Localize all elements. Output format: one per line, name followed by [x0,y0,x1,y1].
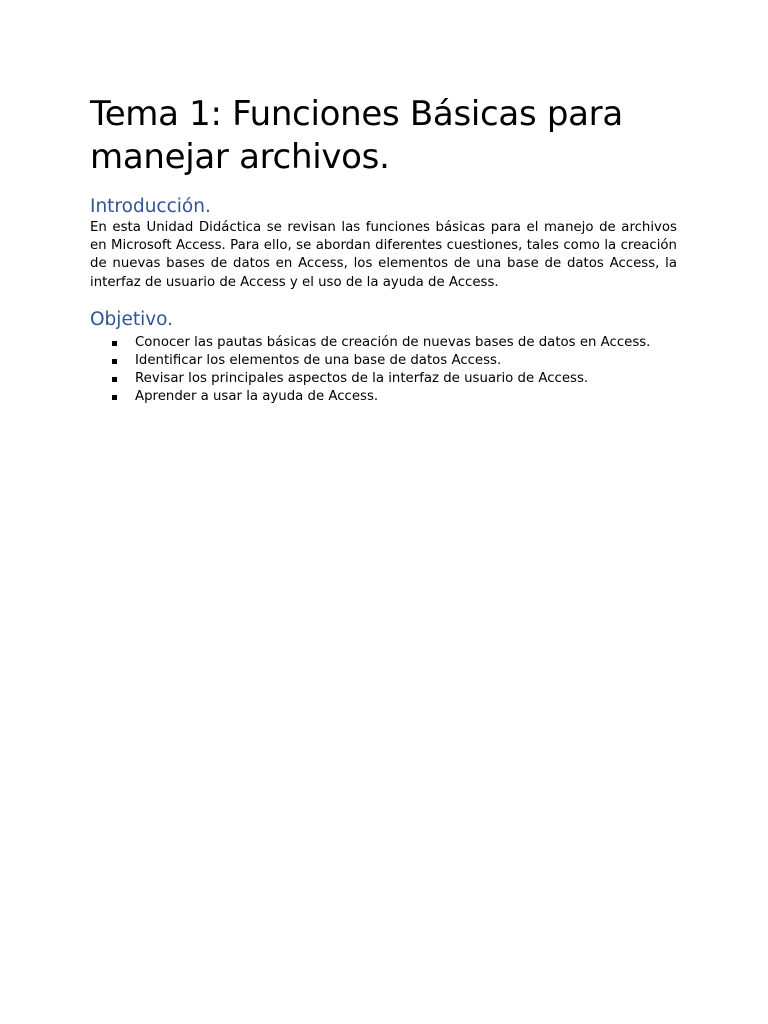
objective-list [90,334,677,407]
list-item-text: Identificar los elementos de una base de datos Access. [135,353,502,369]
introduction-heading: Introducción. [90,196,211,217]
list-item [90,334,677,352]
square-bullet-icon [112,341,117,346]
list-item-text: Revisar los principales aspectos de la interfaz de usuario de Access. [135,371,589,387]
square-bullet-icon [112,377,117,382]
list-item-text: Conocer las pautas básicas de creación de nuevas bases de datos en Access. [135,334,651,350]
objective-heading: Objetivo. [90,308,174,330]
list-item-text: Aprender a usar la ayuda de Access. [135,389,379,405]
list-item [90,370,677,388]
square-bullet-icon [112,395,117,400]
square-bullet-icon [112,359,117,364]
introduction-paragraph: En esta Unidad Didáctica se revisan las funciones básicas para el manejo de archivos en Microsoft Access. Para ello, se abordan diferentes cuestiones, tales como la creación de nuevas bases de datos en Access, los elementos de una base de datos Access, la interfaz de usuario de Access y el uso de la ayuda de Access. [90,220,677,290]
document-title: Tema 1: Funciones Básicas para manejar archivos. [90,94,623,177]
document-content [90,93,677,407]
list-item [90,352,677,370]
list-item [90,388,677,406]
